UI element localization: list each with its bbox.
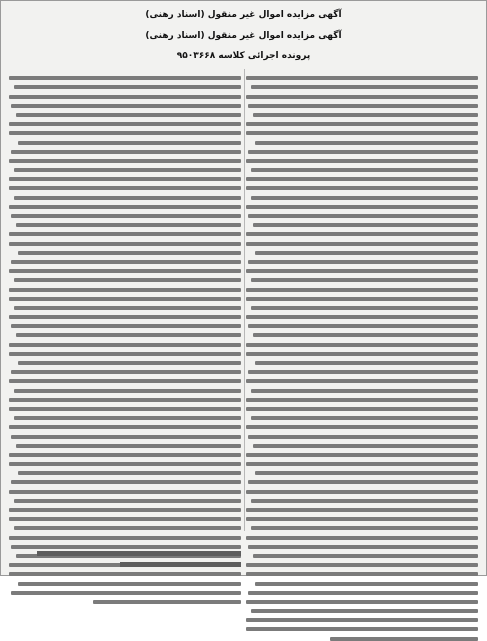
notice-body-text-line bbox=[246, 131, 478, 135]
notice-body-text-line bbox=[9, 76, 241, 80]
notice-body-text-line bbox=[14, 168, 241, 172]
notice-body-text-line bbox=[251, 85, 478, 89]
notice-body-text-line bbox=[9, 131, 241, 135]
notice-body-text-line bbox=[14, 306, 241, 310]
notice-body-text-line bbox=[246, 517, 478, 521]
notice-body-text-line bbox=[9, 453, 241, 457]
notice-title: آگهی مزایده اموال غیر منقول (اسناد رهنی) bbox=[145, 10, 342, 20]
notice-body-text-line bbox=[246, 508, 478, 512]
notice-body-text-line bbox=[251, 526, 478, 530]
notice-body-text-line bbox=[246, 297, 478, 301]
notice-body-text-line bbox=[9, 297, 241, 301]
notice-body-text-line bbox=[14, 85, 241, 89]
notice-body-text-line bbox=[9, 508, 241, 512]
notice-body-text-line bbox=[246, 159, 478, 163]
notice-body-text-line bbox=[9, 517, 241, 521]
notice-body-text-line bbox=[9, 352, 241, 356]
notice-body-text-line bbox=[246, 269, 478, 273]
notice-body-text-line bbox=[246, 315, 478, 319]
notice-body-text-line bbox=[246, 288, 478, 292]
notice-body-text-line bbox=[255, 361, 478, 365]
notice-body-right-column bbox=[246, 71, 478, 531]
notice-body-text-line bbox=[248, 324, 478, 328]
notice-body-text-line bbox=[246, 453, 478, 457]
notice-body-text-line bbox=[18, 361, 241, 365]
notice-body-text-line bbox=[9, 398, 241, 402]
notice-footer bbox=[9, 545, 241, 567]
notice-title-repeat: آگهی مزایده اموال غیر منقول (اسناد رهنی) bbox=[145, 31, 342, 41]
notice-body-text-line bbox=[248, 214, 478, 218]
notice-body-text-line bbox=[14, 278, 241, 282]
notice-body-text-line bbox=[246, 407, 478, 411]
notice-body-text-line bbox=[14, 526, 241, 530]
notice-body-text-line bbox=[16, 444, 241, 448]
notice-body-left-column bbox=[9, 71, 241, 531]
notice-body-text-line bbox=[246, 563, 478, 567]
notice-body-text-line bbox=[253, 113, 478, 117]
notice-body-text-line bbox=[11, 370, 241, 374]
notice-body-text-line bbox=[246, 627, 478, 631]
notice-body-text-line bbox=[246, 352, 478, 356]
notice-body-text-line bbox=[251, 168, 478, 172]
notice-body-text-line bbox=[11, 324, 241, 328]
notice-body-text-line bbox=[255, 251, 478, 255]
notice-body-text-line bbox=[248, 370, 478, 374]
notice-body-text-line bbox=[246, 490, 478, 494]
column-divider bbox=[244, 69, 245, 531]
notice-body-text-line bbox=[248, 435, 478, 439]
notice-body-text-line bbox=[16, 333, 241, 337]
notice-body-text-line bbox=[246, 177, 478, 181]
notice-body-text-line bbox=[9, 288, 241, 292]
notice-body-text-line bbox=[251, 196, 478, 200]
notice-body-text-line bbox=[246, 536, 478, 540]
notice-body-text-line bbox=[9, 95, 241, 99]
notice-body-text-line bbox=[248, 260, 478, 264]
notice-body-text-line bbox=[246, 122, 478, 126]
notice-body-text-line bbox=[246, 425, 478, 429]
notice-body-text-line bbox=[255, 471, 478, 475]
notice-body-text-line bbox=[9, 205, 241, 209]
notice-body-text-line bbox=[248, 480, 478, 484]
notice-body-text-line bbox=[251, 609, 478, 613]
notice-body-text-line bbox=[9, 536, 241, 540]
notice-body-text-line bbox=[255, 582, 478, 586]
notice-body-text-line bbox=[246, 462, 478, 466]
notice-body-text-line bbox=[246, 76, 478, 80]
notice-body-text-line bbox=[14, 196, 241, 200]
notice-body-text-line bbox=[14, 389, 241, 393]
footer-text-line bbox=[120, 562, 241, 567]
notice-body-text-line bbox=[253, 223, 478, 227]
notice-body-text-line bbox=[11, 260, 241, 264]
notice-body-text-line bbox=[11, 591, 241, 595]
notice-body-text-line bbox=[246, 618, 478, 622]
notice-body-text-line bbox=[246, 379, 478, 383]
footer-text-line bbox=[37, 551, 241, 556]
notice-body-text-line bbox=[11, 435, 241, 439]
notice-body-text-line bbox=[246, 232, 478, 236]
notice-body-text-line bbox=[18, 251, 241, 255]
notice-body-text-line bbox=[18, 471, 241, 475]
notice-body-text-line bbox=[251, 499, 478, 503]
notice-body-text-line bbox=[16, 113, 241, 117]
notice-body-text-line bbox=[14, 499, 241, 503]
notice-body-text-line bbox=[9, 186, 241, 190]
notice-body-text-line bbox=[9, 343, 241, 347]
notice-body-text-line bbox=[251, 306, 478, 310]
notice-body-text-line bbox=[246, 398, 478, 402]
notice-body-text-line bbox=[18, 582, 241, 586]
notice-body-text-line bbox=[9, 177, 241, 181]
case-number: پرونده اجرائی کلاسه ۹۵۰۳۶۶۸ bbox=[176, 51, 311, 61]
notice-body-text-line bbox=[251, 389, 478, 393]
notice-body-text-line bbox=[9, 159, 241, 163]
notice-body-text-line bbox=[9, 407, 241, 411]
notice-body-text-line bbox=[11, 150, 241, 154]
notice-body-text-line bbox=[9, 242, 241, 246]
notice-body-text-line bbox=[251, 416, 478, 420]
notice-body-text-line bbox=[93, 600, 241, 604]
notice-body-text-line bbox=[9, 232, 241, 236]
notice-body-text-line bbox=[251, 278, 478, 282]
notice-body-text-line bbox=[9, 269, 241, 273]
notice-body-text-line bbox=[246, 95, 478, 99]
notice-body-text-line bbox=[9, 425, 241, 429]
notice-body-text-line bbox=[14, 416, 241, 420]
notice-body-text-line bbox=[248, 545, 478, 549]
notice-body-text-line bbox=[9, 122, 241, 126]
notice-body-text-line bbox=[9, 379, 241, 383]
notice-body-text-line bbox=[9, 315, 241, 319]
notice-body-text-line bbox=[246, 242, 478, 246]
notice-body-text-line bbox=[18, 141, 241, 145]
notice-body-text-line bbox=[11, 104, 241, 108]
notice-body-text-line bbox=[246, 186, 478, 190]
notice-body-text-line bbox=[248, 104, 478, 108]
notice-body-text-line bbox=[11, 214, 241, 218]
notice-body-text-line bbox=[246, 343, 478, 347]
notice-body-text-line bbox=[16, 223, 241, 227]
notice-body-text-line bbox=[330, 637, 478, 641]
notice-body-text-line bbox=[9, 490, 241, 494]
notice-body-text-line bbox=[253, 444, 478, 448]
notice-body-text-line bbox=[248, 591, 478, 595]
notice-heading bbox=[11, 5, 476, 66]
notice-body-text-line bbox=[9, 462, 241, 466]
notice-body-text-line bbox=[246, 600, 478, 604]
notice-body-text-line bbox=[246, 205, 478, 209]
notice-body-text-line bbox=[253, 333, 478, 337]
notice-body-text-line bbox=[253, 554, 478, 558]
notice-body-text-line bbox=[255, 141, 478, 145]
notice-body-text-line bbox=[248, 150, 478, 154]
notice-body-text-line bbox=[11, 480, 241, 484]
